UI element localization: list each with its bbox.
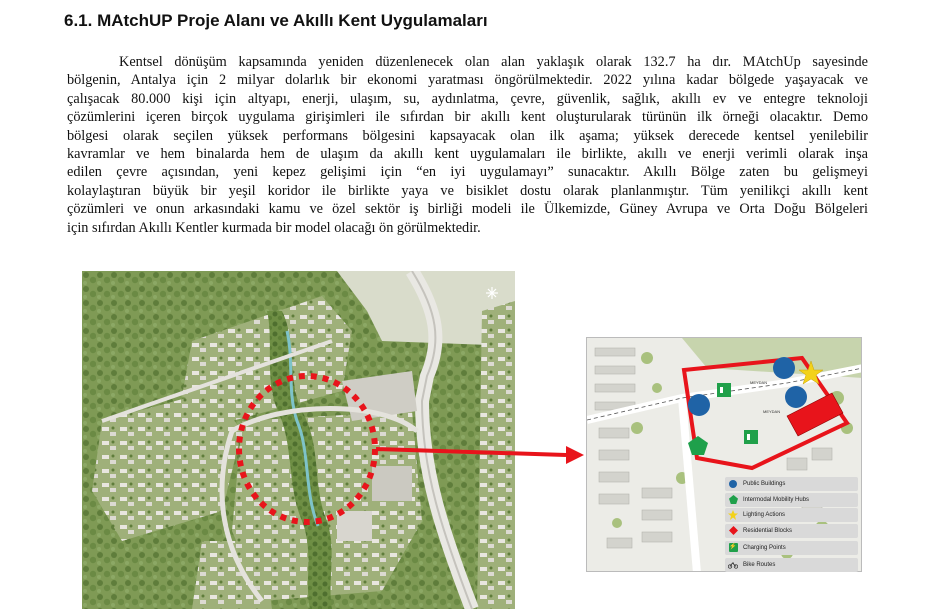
diamond-icon [728, 526, 738, 536]
map-legend [725, 477, 858, 573]
paragraph-line: edilen çevre açısından, yeni kepez gelişimi için “en iyi uygulamayı” sunacaktır. Akıllı Bölge zaten bu gelişmeyi [67, 164, 868, 181]
legend-label: Bike Routes [743, 561, 776, 568]
legend-lighting [725, 508, 858, 522]
body-paragraph [67, 53, 868, 237]
legend-residential [725, 524, 858, 538]
bike-icon [728, 560, 738, 570]
paragraph-line: Kentsel dönüşüm kapsamında yeniden düzenlenecek olan alan yaklaşık olarak 132.7 ha dır. MAtchUp sayesinde [119, 54, 868, 70]
paragraph-line: bölgesi olarak seçilen yüksek performans bölgesini kapsayacak olan ilk aşama; yüksek derecede kentsel yenilebilir [67, 127, 868, 144]
legend-public-buildings [725, 477, 858, 491]
connector-arrow [376, 435, 586, 475]
pentagon-icon [728, 495, 738, 505]
paragraph-line: için sıfırdan Akıllı Kentler kurmada bir model olacağı ön görülmektedir. [67, 219, 481, 236]
meydan-label: MEYDAN [763, 409, 781, 414]
paragraph-line: kavramlar ve hem binalarda hem de ulaşım da akıllı kent uygulamaları ile birlikte, akıllı ve enerji verimli olarak inşa [67, 145, 868, 162]
paragraph-line: kolaylaştıran büyük bir yeşil koridor ile birlikte yaya ve bisiklet dostu olarak planlanmıştır. Tüm yenilikçi akıllı kent [67, 182, 868, 199]
charging-icon: ⚡ [729, 544, 737, 550]
public-building-icon [728, 479, 738, 489]
paragraph-line: çözümlerini içeren birçok uygulama girişimleri ile sıfırdan bir akıllı kent oluşturularak türünün ilk örneği olacaktır. Demo [67, 109, 868, 126]
paragraph-line: bölgenin, Antalya için 2 milyar dolarlık bir ekonomi yaratması öngörülmektedir. 2022 yılına kadar bölgede yaşayacak ve [67, 72, 868, 89]
legend-bike [725, 558, 858, 572]
meydan-label: MEYDAN [750, 380, 768, 385]
legend-charging [725, 541, 858, 555]
section-heading: 6.1. MAtchUP Proje Alanı ve Akıllı Kent Uygulamaları [64, 11, 488, 30]
legend-label: Charging Points [743, 544, 786, 551]
legend-label: Intermodal Mobility Hubs [743, 496, 810, 503]
paragraph-line: çözümleri ve onun arkasındaki kamu ve özel sektör iş birliği modeli ile Ülkemizde, Güney Avrupa ve Orta Doğu Bölgeleri [67, 201, 868, 218]
legend-label: Public Buildings [743, 481, 786, 487]
paragraph-line: çalışacak 80.000 kişi için altyapı, enerji, ulaşım, su, aydınlatma, çevre, güvenlik, sağlık, akıllı ev ve entegre teknoloji [67, 90, 868, 107]
legend-label: Residential Blocks [743, 527, 793, 534]
legend-label: Lighting Actions [743, 512, 786, 518]
star-icon [728, 510, 738, 520]
legend-mobility-hubs [725, 493, 858, 507]
